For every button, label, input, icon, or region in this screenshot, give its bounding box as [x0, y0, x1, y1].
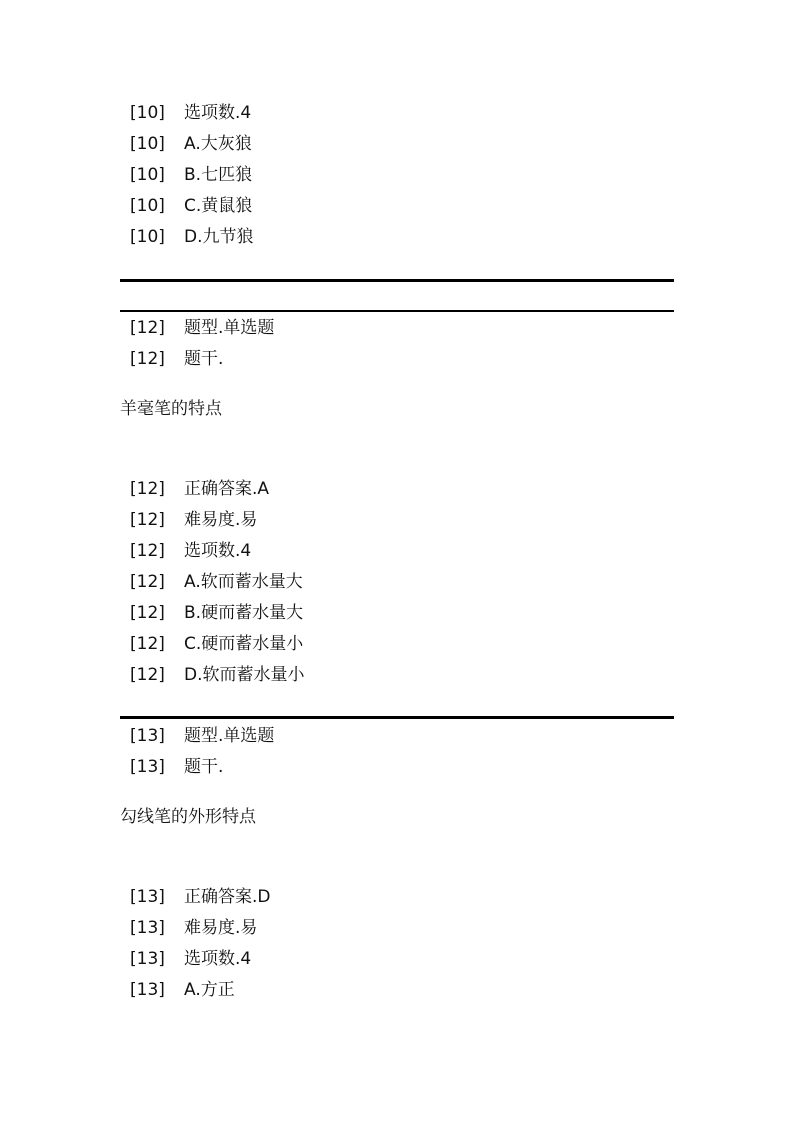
- question-tag: [10]: [130, 103, 165, 123]
- q12-option-d: [130, 661, 305, 689]
- row-text: 难易度.易: [184, 510, 258, 530]
- row-text: 选项数.4: [184, 541, 252, 561]
- separator-rule: [120, 279, 674, 282]
- question-tag: [12]: [130, 479, 165, 499]
- q10-option-c: [130, 192, 252, 220]
- question-tag: [12]: [130, 634, 165, 654]
- question-tag: [12]: [130, 665, 165, 685]
- question-tag: [12]: [130, 541, 165, 561]
- question-tag: [10]: [130, 196, 165, 216]
- row-text: 正确答案.A: [184, 479, 270, 499]
- row-text: C.硬而蓄水量小: [184, 634, 304, 654]
- row-text: 选项数.4: [184, 949, 252, 969]
- question-tag: [12]: [130, 510, 165, 530]
- question-tag: [13]: [130, 918, 165, 938]
- row-text: A.软而蓄水量大: [184, 572, 303, 592]
- question-tag: [13]: [130, 949, 165, 969]
- q13-type: [130, 722, 274, 750]
- q10-option-b: [130, 161, 252, 189]
- q13-option-count: [130, 945, 251, 973]
- row-text: 题型.单选题: [184, 726, 275, 746]
- row-text: B.七匹狼: [184, 165, 253, 185]
- row-text: B.硬而蓄水量大: [184, 603, 304, 623]
- row-text: 题干.: [184, 349, 224, 369]
- question-tag: [13]: [130, 757, 165, 777]
- row-text: 正确答案.D: [184, 887, 271, 907]
- q12-answer: [130, 475, 269, 503]
- row-text: A.方正: [184, 980, 235, 1000]
- q10-option-d: [130, 223, 254, 251]
- q10-option-a: [130, 130, 252, 158]
- question-tag: [12]: [130, 603, 165, 623]
- q12-option-c: [130, 630, 303, 658]
- q12-option-count: [130, 537, 251, 565]
- row-text: D.九节狼: [184, 227, 254, 247]
- q13-stem-label: [130, 753, 223, 781]
- q12-type: [130, 314, 274, 342]
- question-tag: [12]: [130, 572, 165, 592]
- q12-option-b: [130, 599, 303, 627]
- row-text: A.大灰狼: [184, 134, 252, 154]
- q13-difficulty: [130, 914, 257, 942]
- question-tag: [10]: [130, 227, 165, 247]
- row-text: 选项数.4: [184, 103, 252, 123]
- row-text: 题型.单选题: [184, 318, 275, 338]
- question-tag: [13]: [130, 726, 165, 746]
- question-tag: [13]: [130, 887, 165, 907]
- q12-option-a: [130, 568, 303, 596]
- q12-difficulty: [130, 506, 257, 534]
- question-tag: [12]: [130, 349, 165, 369]
- q12-stem-text: 羊毫笔的特点: [120, 399, 222, 419]
- q13-option-a: [130, 976, 235, 1004]
- question-tag: [12]: [130, 318, 165, 338]
- row-text: 题干.: [184, 757, 224, 777]
- q13-stem-text: 勾线笔的外形特点: [120, 807, 256, 827]
- question-tag: [10]: [130, 134, 165, 154]
- q10-option-count: [130, 99, 251, 127]
- question-tag: [13]: [130, 980, 165, 1000]
- q13-answer: [130, 883, 271, 911]
- separator-rule: [120, 716, 674, 719]
- row-text: C.黄鼠狼: [184, 196, 253, 216]
- q12-stem-label: [130, 345, 223, 373]
- separator-rule: [120, 310, 674, 312]
- row-text: D.软而蓄水量小: [184, 665, 305, 685]
- question-tag: [10]: [130, 165, 165, 185]
- row-text: 难易度.易: [184, 918, 258, 938]
